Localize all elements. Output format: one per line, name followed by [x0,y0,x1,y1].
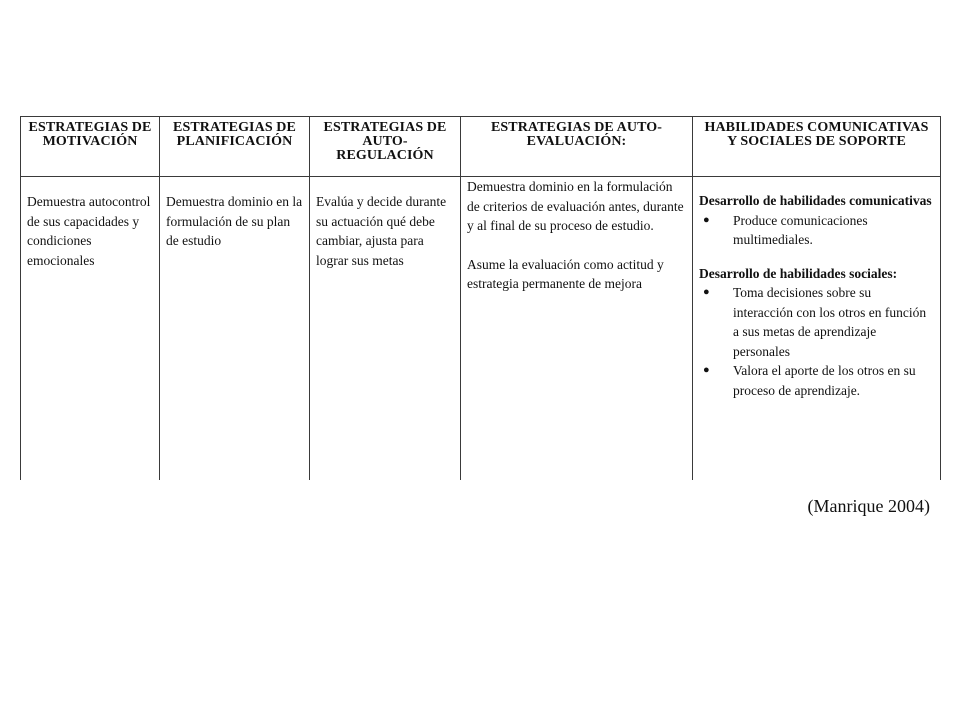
cell-planificacion [160,177,310,481]
planificacion-text: Demuestra dominio en la formulación de su plan de estudio [166,194,303,248]
list-item: ● Toma decisiones sobre su interacción con los otros en función a sus metas de aprendizaje personales [703,285,927,359]
list-item: ● Valora el aporte de los otros en su proceso de aprendizaje. [703,363,916,398]
bullet-icon: ● [703,213,710,226]
citation: (Manrique 2004) [807,496,930,516]
motivacion-text: Demuestra autocontrol de sus capacidades y condiciones emocionales [27,194,151,268]
list-item: ● Produce comunicaciones multimediales. [703,212,868,247]
bullet-icon: ● [703,286,710,298]
header-autorregulacion: ESTRATEGIAS DE AUTO-REGULACIÓN [310,117,461,177]
autoevaluacion-paragraph-2: Asume la evaluación como actitud y estrategia permanente de mejora [467,256,664,291]
autorregulacion-text: Evalúa y decide durante su actuación qué debe cambiar, ajusta para lograr sus metas [316,194,447,268]
strategy-table [20,116,941,480]
cell-habilidades [693,177,941,481]
sociales-list [699,283,934,400]
header-row [21,117,941,177]
autoevaluacion-paragraph-1: Demuestra dominio en la formulación de criterios de evaluación antes, durante y al final de su proceso de estudio. [467,179,684,233]
comunicativas-list [699,211,934,250]
cell-autoevaluacion [461,177,693,481]
header-habilidades: HABILIDADES COMUNICATIVAS Y SOCIALES DE SOPORTE [693,117,941,177]
header-motivacion: ESTRATEGIAS DE MOTIVACIÓN [21,117,160,177]
bullet-icon: ● [703,364,710,376]
header-autoevaluacion: ESTRATEGIAS DE AUTO-EVALUACIÓN: [461,117,693,177]
header-planificacion: ESTRATEGIAS DE PLANIFICACIÓN [160,117,310,177]
cell-autorregulacion [310,177,461,481]
cell-motivacion [21,177,160,481]
content-row [21,177,941,481]
sociales-title: Desarrollo de habilidades sociales: [699,265,898,281]
comunicativas-title: Desarrollo de habilidades comunicativas [699,193,932,208]
